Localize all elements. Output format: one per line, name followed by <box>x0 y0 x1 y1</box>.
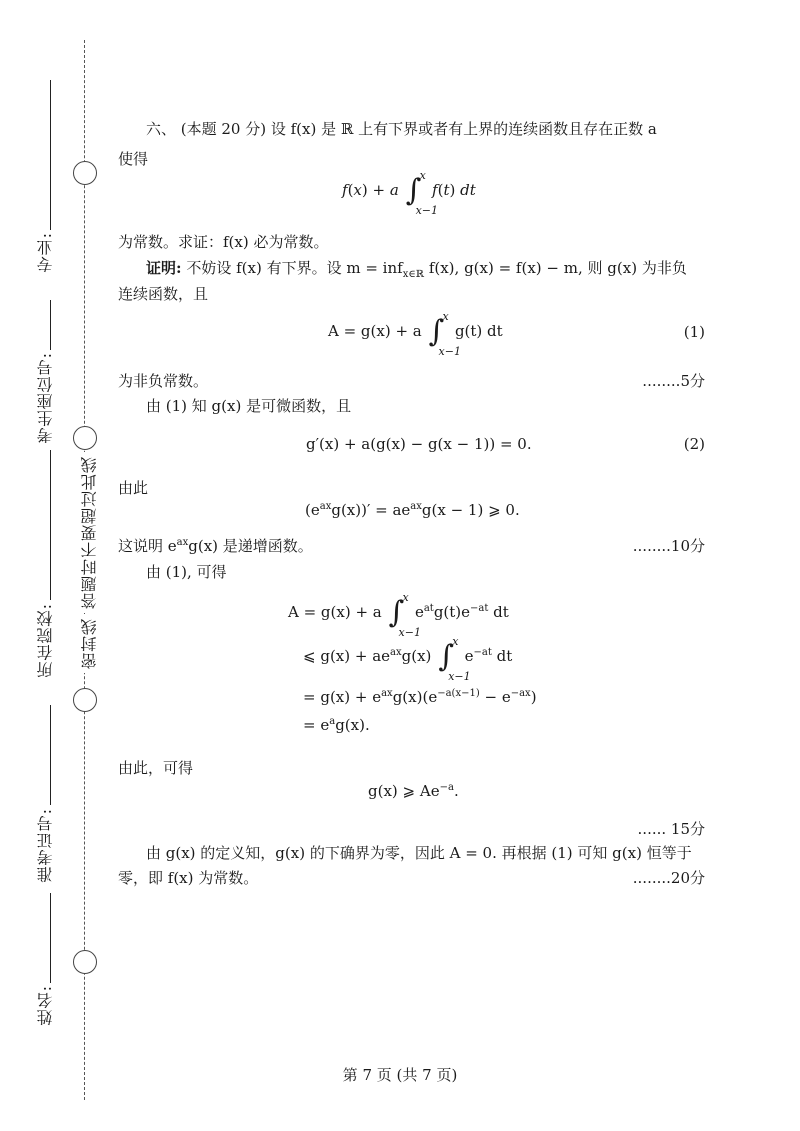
punch-hole <box>73 950 97 974</box>
score-10: ........10分 <box>632 537 705 555</box>
proof-line-2: 连续函数，且 <box>118 285 209 303</box>
school-blank-line <box>50 450 51 600</box>
major-blank-line <box>50 80 51 230</box>
align-row-2: ⩽ $g(x) + ae^{ax}g(x)$ ∫ x x−1 $e^{-at}$ dt <box>303 635 513 683</box>
proof-line-1: 证明: 不妨设 f(x) 有下界。设 m = inf$_{x\in ℝ}$ f(x), g(x) = f(x) − m, 则 g(x) 为非负 <box>146 259 687 280</box>
align-row-4: = $e^ag(x)$. <box>303 716 370 734</box>
proof-line-3: 为非负常数。 <box>118 372 209 390</box>
problem-heading-cont: 使得 <box>118 150 149 168</box>
name-blank-line <box>50 893 51 983</box>
equation-1-number: (1) <box>683 323 705 341</box>
exam-id-blank-line <box>50 705 51 805</box>
equation-5: g(x) ⩾ $Ae^{-a}$. <box>368 782 459 800</box>
proof-line-5: 由此 <box>118 479 149 497</box>
major-label: 专业: <box>36 232 55 273</box>
proof-line-9: 由 g(x) 的定义知，g(x) 的下确界为零，因此 A = 0. 再根据 (1) 可知 g(x) 恒等于 <box>146 844 692 862</box>
align-row-3: = $g(x) + e^{ax}g(x)(e^{-a(x-1)} - e^{-ax})$ <box>303 688 537 706</box>
equation-2: g′(x) + a(g(x) − g(x − 1)) = 0. <box>306 435 532 453</box>
seat-blank-line <box>50 300 51 350</box>
proof-line-8: 由此，可得 <box>118 759 194 777</box>
equation-2-number: (2) <box>683 435 705 453</box>
proof-line-6: 这说明 $e^{ax}g(x)$ 是递增函数。 <box>118 537 313 555</box>
page-number: 第 7 页 (共 7 页) <box>342 1066 458 1084</box>
equation-1: A = g(x) + a ∫ x x−1 g(t) dt <box>328 310 503 358</box>
problem-statement: 为常数。求证：f(x) 必为常数。 <box>118 233 329 251</box>
seal-line-label: 密封线 <box>78 614 101 673</box>
score-20: ........20分 <box>632 869 705 887</box>
score-15: ...... 15分 <box>637 820 705 838</box>
align-row-1: A = g(x) + a ∫ x x−1 $e^{at}g(t)e^{-at}$ dt <box>288 591 509 639</box>
equation-3: $(e^{ax}g(x))' = ae^{ax}g(x - 1)$ ⩾ 0. <box>305 501 520 519</box>
seat-label: 考生座位号: <box>36 352 55 444</box>
name-label: 姓名: <box>36 985 55 1026</box>
problem-equation: f(x) + a ∫ x x−1 f(t) dt <box>342 169 476 217</box>
exam-id-label: 准考证号: <box>36 808 55 883</box>
punch-hole <box>73 426 97 450</box>
problem-heading: 六、 (本题 20 分) 设 f(x) 是 ℝ 上有下界或者有上界的连续函数且存在正数 a <box>146 120 657 138</box>
punch-hole <box>73 688 97 712</box>
proof-line-7: 由 (1), 可得 <box>146 563 227 581</box>
proof-line-10: 零，即 f(x) 为常数。 <box>118 869 259 887</box>
school-label: 所在院校: <box>36 603 55 678</box>
seal-warning-label: 答题时不要超过此线 <box>78 452 101 613</box>
punch-hole <box>73 161 97 185</box>
score-5: ........5分 <box>642 372 705 390</box>
proof-line-4: 由 (1) 知 g(x) 是可微函数，且 <box>146 397 352 415</box>
